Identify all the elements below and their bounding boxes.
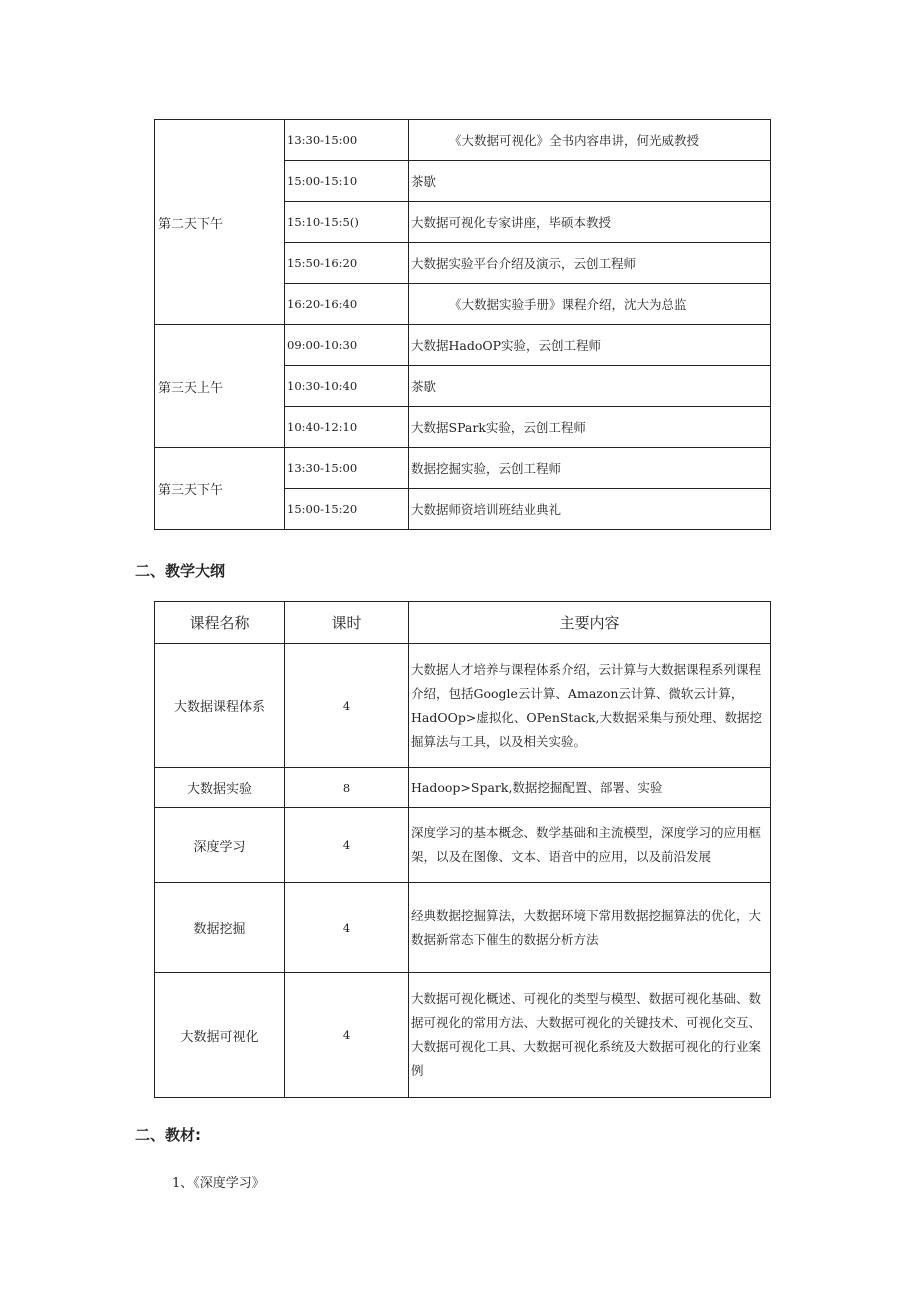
day-label: 第三天上午 bbox=[155, 325, 285, 448]
time-slot: 13:30-15:00 bbox=[285, 120, 409, 161]
course-hours: 8 bbox=[285, 768, 409, 808]
schedule-table bbox=[154, 119, 771, 530]
time-slot: 15:00-15:10 bbox=[285, 161, 409, 202]
time-slot: 10:40-12:10 bbox=[285, 407, 409, 448]
schedule-row bbox=[155, 448, 771, 489]
syllabus-header-row bbox=[155, 602, 771, 644]
time-slot: 15:10-15:5() bbox=[285, 202, 409, 243]
syllabus-row bbox=[155, 644, 771, 768]
textbook-item: 1、《深度学习》 bbox=[172, 1176, 265, 1191]
activity: 茶歇 bbox=[409, 161, 771, 202]
day-label: 第二天下午 bbox=[155, 120, 285, 325]
time-slot: 16:20-16:40 bbox=[285, 284, 409, 325]
activity: 大数据实验平台介绍及演示，云创工程师 bbox=[409, 243, 771, 284]
course-hours: 4 bbox=[285, 808, 409, 883]
course-content: 大数据人才培养与课程体系介绍，云计算与大数据课程系列课程介绍，包括Google云计算、Amazon云计算、微软云计算，HadOOp>虚拟化、OPenStack,大数据采集与预处理、数据挖掘算法与工具，以及相关实验。 bbox=[409, 644, 771, 768]
activity: 大数据HadoOP实验，云创工程师 bbox=[409, 325, 771, 366]
course-hours: 4 bbox=[285, 973, 409, 1098]
day-label: 第三天下午 bbox=[155, 448, 285, 530]
activity: 大数据师资培训班结业典礼 bbox=[409, 489, 771, 530]
course-name: 大数据可视化 bbox=[155, 973, 285, 1098]
syllabus-row bbox=[155, 973, 771, 1098]
course-hours: 4 bbox=[285, 883, 409, 973]
section-heading-syllabus: 二、教学大纲 bbox=[135, 562, 226, 580]
time-slot: 09:00-10:30 bbox=[285, 325, 409, 366]
syllabus-row bbox=[155, 768, 771, 808]
time-slot: 15:50-16:20 bbox=[285, 243, 409, 284]
syllabus-row bbox=[155, 808, 771, 883]
activity: 数据挖掘实验，云创工程师 bbox=[409, 448, 771, 489]
column-header-main-content: 主要内容 bbox=[409, 602, 771, 644]
course-hours: 4 bbox=[285, 644, 409, 768]
activity: 茶歇 bbox=[409, 366, 771, 407]
course-content: 大数据可视化概述、可视化的类型与模型、数据可视化基础、数据可视化的常用方法、大数据可视化的关键技术、可视化交互、大数据可视化工具、大数据可视化系统及大数据可视化的行业案例 bbox=[409, 973, 771, 1098]
time-slot: 13:30-15:00 bbox=[285, 448, 409, 489]
time-slot: 10:30-10:40 bbox=[285, 366, 409, 407]
syllabus-row bbox=[155, 883, 771, 973]
section-heading-textbooks: 二、教材: bbox=[135, 1126, 201, 1144]
activity: 《大数据实验手册》课程介绍，沈大为总监 bbox=[409, 284, 771, 325]
course-name: 数据挖掘 bbox=[155, 883, 285, 973]
course-content: Hadoop>Spark,数据挖掘配置、部署、实验 bbox=[409, 768, 771, 808]
column-header-course-name: 课程名称 bbox=[155, 602, 285, 644]
course-content: 深度学习的基本概念、数学基础和主流模型，深度学习的应用框架，以及在图像、文本、语音中的应用，以及前沿发展 bbox=[409, 808, 771, 883]
activity: 大数据SPark实验，云创工程师 bbox=[409, 407, 771, 448]
activity: 大数据可视化专家讲座，毕硕本教授 bbox=[409, 202, 771, 243]
course-name: 深度学习 bbox=[155, 808, 285, 883]
time-slot: 15:00-15:20 bbox=[285, 489, 409, 530]
course-content: 经典数据挖掘算法，大数据环境下常用数据挖掘算法的优化，大数据新常态下催生的数据分析方法 bbox=[409, 883, 771, 973]
course-name: 大数据课程体系 bbox=[155, 644, 285, 768]
schedule-row bbox=[155, 325, 771, 366]
activity: 《大数据可视化》全书内容串讲，何光威教授 bbox=[409, 120, 771, 161]
column-header-hours: 课时 bbox=[285, 602, 409, 644]
syllabus-table bbox=[154, 601, 771, 1098]
course-name: 大数据实验 bbox=[155, 768, 285, 808]
schedule-row bbox=[155, 120, 771, 161]
